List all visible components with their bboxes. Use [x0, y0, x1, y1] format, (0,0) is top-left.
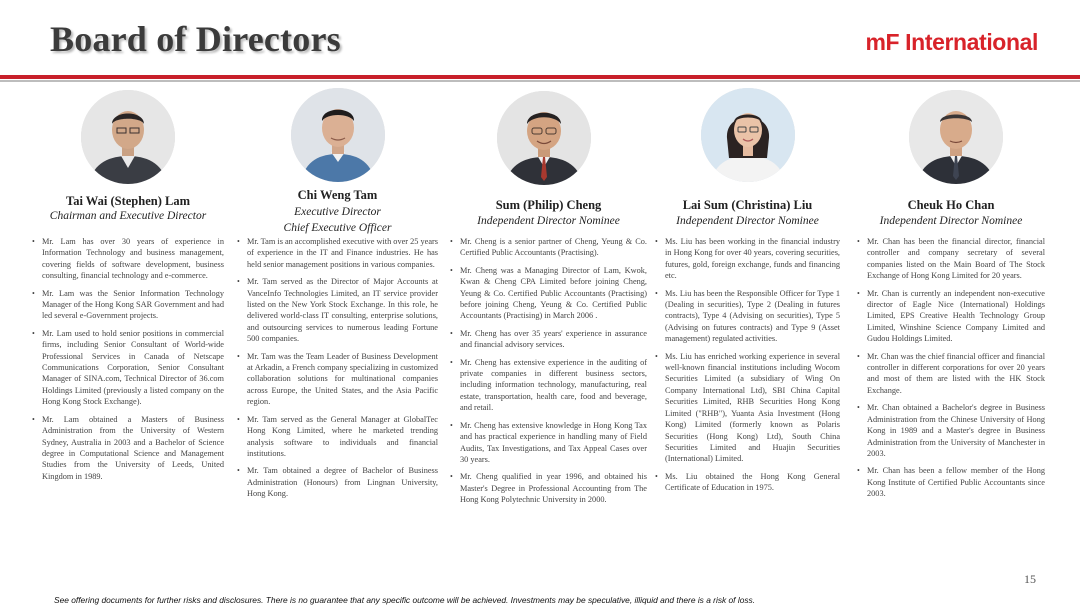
bio-item: • Ms. Liu has been the Responsible Officer for Type 1 (Dealing in securities), Type 2 (Dealing in futures contracts), Type 4 (Advising on securities), Type 5 (Advising on futures contracts) and Type 9 (Asset management) regulated activities. [655, 288, 840, 345]
director-bio [857, 236, 1045, 506]
bio-item: • Mr. Cheng is a senior partner of Cheng, Yeung & Co. Certified Public Accountants (Practising). [450, 236, 647, 259]
director-role: Independent Director Nominee [879, 215, 1023, 227]
bio-item: • Mr. Cheng has over 35 years' experience in assurance and financial advisory services. [450, 328, 647, 351]
brand-logo: mF International [865, 29, 1038, 55]
director-role: Executive Director [294, 206, 381, 218]
bio-item: • Mr. Chan obtained a Bachelor's degree in Business Administration from the Chinese University of Hong Kong in 1989 and a Master's degree in Business Administration from the University of Manchester in 2003. [857, 402, 1045, 459]
director-name: Lai Sum (Christina) Liu [682, 198, 813, 212]
header-divider-red [0, 75, 1080, 79]
footer-disclaimer: See offering documents for further risks and disclosures. There is no guarantee that any specific outcome will be achieved. Investments may be speculative, illiquid and there is a risk of loss. [54, 595, 756, 605]
bio-item: • Mr. Lam was the Senior Information Technology Manager of the Hong Kong SAR Government and had led several e-Government projects. [32, 288, 224, 322]
director-role: Chief Executive Officer [283, 222, 392, 234]
director-photo [909, 90, 1003, 184]
bio-item: • Mr. Lam used to hold senior positions in commercial firms, including Senior Consultant of World-wide Professional Services in Canada of Netscape Communications Corporation, Senior Consultant Manager of SINA.com, Technical Director of 36.com Holdings Limited (previously a listed company on the Hong Kong Stock Exchange). [32, 328, 224, 408]
director-card [655, 88, 840, 588]
bio-item: • Mr. Chan was the chief financial officer and financial controller in different corporations for over 20 years and most of them are listed with the HK Stock Exchange. [857, 351, 1045, 397]
page-title: Board of Directors [50, 19, 341, 59]
director-name: Tai Wai (Stephen) Lam [66, 194, 190, 208]
director-bio [450, 236, 647, 512]
director-role: Independent Director Nominee [477, 215, 620, 227]
bio-item: • Mr. Chan has been the financial director, financial controller and company secretary of several companies listed on the Main Board of The Stock Exchange of Hong Kong Limited for 20 years. [857, 236, 1045, 282]
bio-item: • Mr. Tam was the Team Leader of Business Development at Arkadin, a French company specializing in customized collaboration solutions for multinational companies across Europe, the United States, and the Asia Pacific region. [237, 351, 438, 408]
bio-item: • Mr. Cheng has extensive knowledge in Hong Kong Tax and has practical experience in handling many of Field Audits, Tax Investigations, and Tax Appeal Cases over 30 years. [450, 420, 647, 466]
bio-item: • Mr. Chan is currently an independent non-executive director of Eagle Nice (International) Holdings Limited, EPS Creative Health Technology Group Limited, Winshine Science Company Limited and Gudou Holdings Limited. [857, 288, 1045, 345]
bio-item: • Ms. Liu obtained the Hong Kong General Certificate of Education in 1975. [655, 471, 840, 494]
director-name: Chi Weng Tam [297, 188, 378, 202]
director-card [32, 88, 224, 588]
director-bio [655, 236, 840, 500]
bio-item: • Ms. Liu has been working in the financial industry in Hong Kong for over 40 years, covering securities, futures, gold, foreign exchange, funds and financing etc. [655, 236, 840, 282]
bio-item: • Ms. Liu has enriched working experience in several well-known financial institutions including Wocom Securities Limited (a subsidiary of Wing On Company International Ltd), SBI China Capital Securities Limited, RHB Securities Hong Kong Limited ("RHB"), Yuanta Asia Investment (Hong Kong) Limited (formerly known as Polaris Securities (Hong Kong) Ltd), South China Securities Limited and Huajin Securities (International) Limited. [655, 351, 840, 465]
director-card [450, 88, 647, 588]
bio-item: • Mr. Tam obtained a degree of Bachelor of Business Administration (Honours) from Lingnan University, Hong Kong. [237, 465, 438, 499]
bio-item: • Mr. Tam served as the Director of Major Accounts at VanceInfo Technologies Limited, an IT service provider listed on the New York Stock Exchange. In this role, he delivered world-class IT consulting, enterprise solutions, and outsourcing services to numerous leading Fortune 500 companies. [237, 276, 438, 344]
bio-item: • Mr. Lam obtained a Masters of Business Administration from the University of Western Sydney, Australia in 2003 and a Bachelor of Science degree in Computational Science and Management Studies from the University of Leeds, United Kingdom in 1989. [32, 414, 224, 482]
director-photo [701, 88, 795, 182]
bio-item: • Mr. Tam served as the General Manager at GlobalTec Hong Kong Limited, where he marketed trending analysis software to individuals and financial institutions. [237, 414, 438, 460]
director-role: Independent Director Nominee [676, 215, 819, 227]
director-name: Cheuk Ho Chan [907, 198, 995, 212]
header-divider-grey [0, 80, 1080, 82]
director-card [237, 88, 438, 588]
director-card [857, 88, 1045, 588]
bio-item: • Mr. Tam is an accomplished executive with over 25 years of experience in the IT and Finance industries. He has held senior management positions in various companies. [237, 236, 438, 270]
director-photo [291, 88, 385, 182]
director-role: Chairman and Executive Director [49, 210, 207, 222]
bio-item: • Mr. Cheng was a Managing Director of Lam, Kwok, Kwan & Cheng CPA Limited before joining Cheng, Yeung & Co. Certified Public Accountants (Practising) before joining Cheng, Yeung & Co. Certified Public Accountants (Practising) in March 2006 . [450, 265, 647, 322]
director-photo [81, 90, 175, 184]
director-bio [237, 236, 438, 506]
bio-item: • Mr. Chan has been a fellow member of the Hong Kong Institute of Certified Public Accountants since 2003. [857, 465, 1045, 499]
page-number: 15 [1024, 572, 1036, 586]
bio-item: • Mr. Cheng has extensive experience in the auditing of private companies in different business sectors, including information technology, manufacturing, real estate, transportation, health care, food and beverage, and retail. [450, 357, 647, 414]
director-photo [497, 91, 591, 185]
bio-item: • Mr. Lam has over 30 years of experience in Information Technology and business management, covering fields of software development, business consulting, financial technology and e-commerce. [32, 236, 224, 282]
director-name: Sum (Philip) Cheng [495, 198, 602, 212]
director-bio [32, 236, 224, 488]
bio-item: • Mr. Cheng qualified in year 1996, and obtained his Master's Degree in Professional Accounting from The Hong Kong Polytechnic University in 2000. [450, 471, 647, 505]
